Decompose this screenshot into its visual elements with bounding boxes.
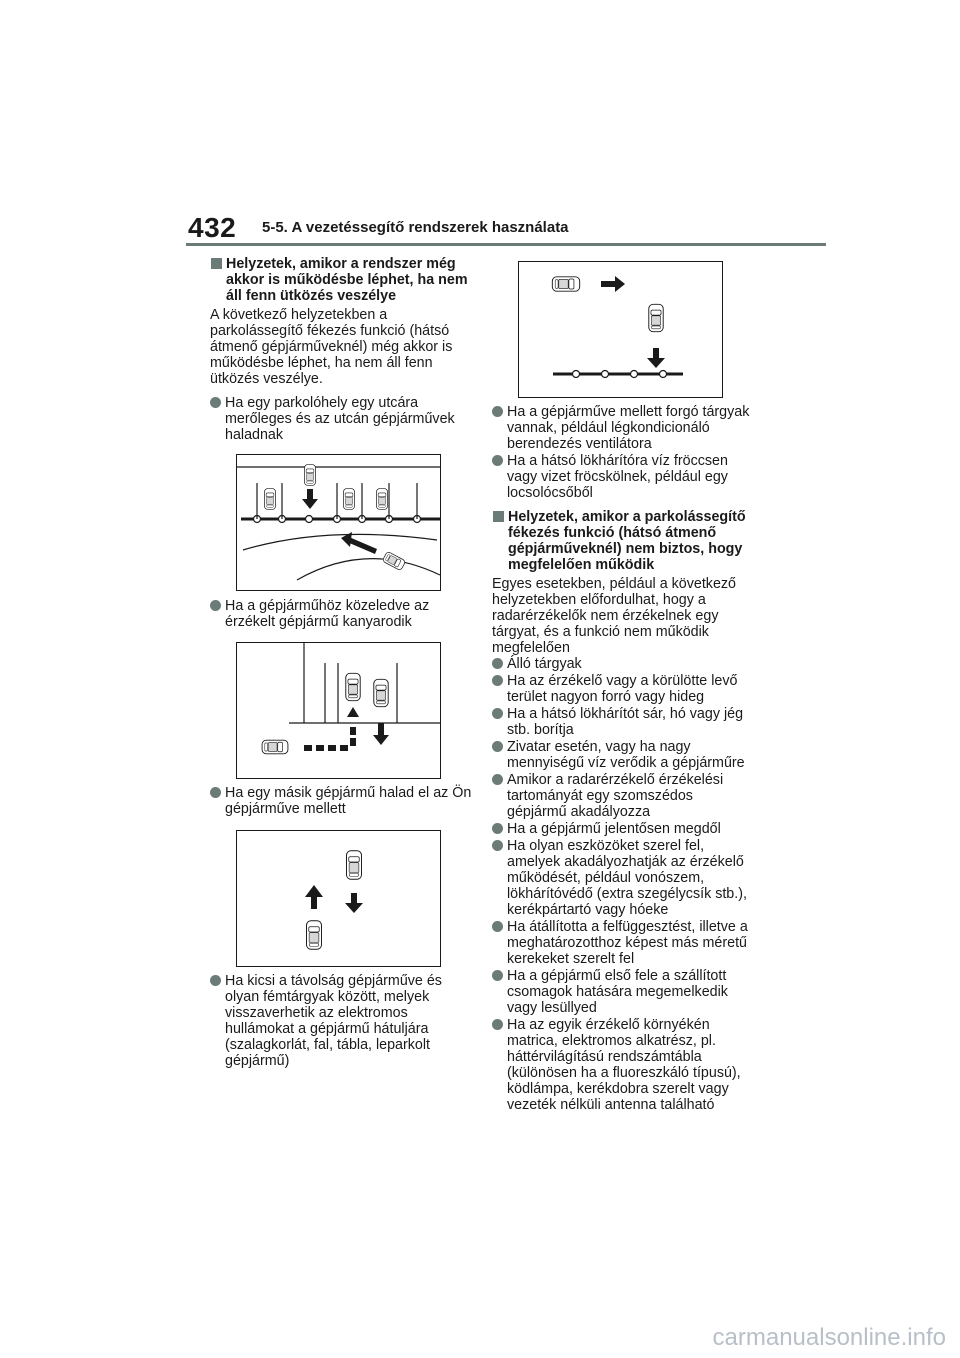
list-item: [210, 395, 472, 443]
intro-paragraph: Egyes esetekben, például a következő helyzetekben előfordulhat, hogy a radarérzékelők nem érzékelnek egy tárgyat, és a funkció nem működik megfelelően: [492, 576, 737, 656]
list-item: [492, 404, 754, 452]
list-item: [492, 739, 754, 771]
watermark: carmanualsonline.info: [712, 1324, 946, 1351]
figure-passing-vehicle: [236, 830, 441, 967]
list-item-text: Ha egy másik gépjármű halad el az Ön gépjárműve mellett: [225, 785, 472, 817]
square-bullet-icon: [211, 258, 222, 269]
list-item-text: Ha a gépjárműhöz közeledve az érzékelt gépjármű kanyarodik: [225, 598, 430, 630]
page-number: 432: [188, 212, 237, 243]
list-item: [492, 1017, 754, 1113]
list-item-text: Ha a hátsó lökhárítót sár, hó vagy jég stb. borítja: [507, 706, 744, 738]
round-bullet-icon: [210, 975, 221, 986]
round-bullet-icon: [492, 741, 503, 752]
list-item-text: Ha a gépjármű első fele a szállított csomagok hatására megemelkedik vagy lesüllyed: [507, 968, 728, 1016]
list-item-text: Ha az egyik érzékelő környékén matrica, elektromos alkatrész, pl. háttérvilágítású rendszámtábla (különösen ha a fluoreszkáló típusú), ködlámpa, kerékdobra szerelt vagy vezeték nélküli antenna található: [507, 1017, 741, 1113]
intro-paragraph: A következő helyzetekben a parkolássegítő fékezés funkció (hátsó átmenő gépjárműveknél) még akkor is működésbe léphet, ha nem áll fenn ütközés veszélye.: [210, 307, 453, 387]
list-item: [492, 706, 754, 738]
left-column-2: [210, 598, 472, 630]
list-item-text: Ha az érzékelő vagy a körülötte levő terület nagyon forró vagy hideg: [507, 673, 738, 705]
list-item: [210, 785, 472, 817]
section-heading: [492, 509, 754, 573]
round-bullet-icon: [492, 840, 503, 851]
figure-turning-vehicle: [236, 642, 441, 779]
list-item: [492, 772, 754, 820]
round-bullet-icon: [492, 455, 503, 466]
left-column: [210, 256, 472, 443]
list-item: [492, 673, 754, 705]
list-item-text: Ha a gépjárműve mellett forgó tárgyak vannak, például légkondicionáló berendezés ventilátora: [507, 404, 750, 452]
right-column: [492, 404, 754, 1114]
header-rule: [186, 243, 826, 246]
round-bullet-icon: [492, 406, 503, 417]
list-item: [492, 838, 754, 918]
list-item-text: Amikor a radarérzékelő érzékelési tartományát egy szomszédos gépjármű akadályozza: [507, 772, 724, 820]
figure-perpendicular-parking: [236, 454, 441, 591]
left-column-4: [210, 973, 472, 1069]
round-bullet-icon: [210, 600, 221, 611]
list-item: [492, 656, 754, 672]
round-bullet-icon: [492, 658, 503, 669]
list-item: [492, 821, 754, 837]
heading-text: Helyzetek, amikor a rendszer még akkor is működésbe léphet, ha nem áll fenn ütközés veszélye: [226, 256, 468, 304]
list-item: [492, 968, 754, 1016]
round-bullet-icon: [210, 397, 221, 408]
round-bullet-icon: [210, 787, 221, 798]
list-item-text: Zivatar esetén, vagy ha nagy mennyiségű víz verődik a gépjárműre: [507, 739, 745, 771]
list-item-text: Ha a hátsó lökhárítóra víz fröccsen vagy vizet fröcskölnek, például egy locsolócsőből: [507, 453, 728, 501]
list-item-text: Ha egy parkolóhely egy utcára merőleges és az utcán gépjárművek haladnak: [225, 395, 455, 443]
list-item-text: Ha átállította a felfüggesztést, illetve a meghatározotthoz képest más méretű kerekeket szerelt fel: [507, 919, 748, 967]
section-heading: [210, 256, 472, 304]
round-bullet-icon: [492, 675, 503, 686]
heading-text: Helyzetek, amikor a parkolássegítő fékezés funkció (hátsó átmenő gépjárműveknél) nem biztos, hogy megfelelően működik: [508, 509, 746, 573]
section-title: 5-5. A vezetéssegítő rendszerek használata: [262, 219, 569, 236]
list-item-text: Ha olyan eszközöket szerel fel, amelyek akadályozhatják az érzékelő működését, például vonószem, lökhárítóvédő (extra szegélycsík stb.), kerékpártartó vagy hóeke: [507, 838, 747, 918]
figure-metal-objects: [518, 261, 723, 398]
round-bullet-icon: [492, 823, 503, 834]
list-item-text: Álló tárgyak: [507, 656, 582, 672]
list-item: [210, 598, 472, 630]
list-item: [210, 973, 472, 1069]
square-bullet-icon: [493, 511, 504, 522]
list-item: [492, 919, 754, 967]
round-bullet-icon: [492, 708, 503, 719]
list-item-text: Ha kicsi a távolság gépjárműve és olyan fémtárgyak között, melyek visszaverhetik az elektromos hullámokat a gépjármű hátuljára (szalagkorlát, fal, tábla, leparkolt gépjármű): [225, 973, 442, 1069]
list-item-text: Ha a gépjármű jelentősen megdől: [507, 821, 721, 837]
round-bullet-icon: [492, 970, 503, 981]
left-column-3: [210, 785, 472, 817]
round-bullet-icon: [492, 1019, 503, 1030]
round-bullet-icon: [492, 921, 503, 932]
list-item: [492, 453, 754, 501]
round-bullet-icon: [492, 774, 503, 785]
